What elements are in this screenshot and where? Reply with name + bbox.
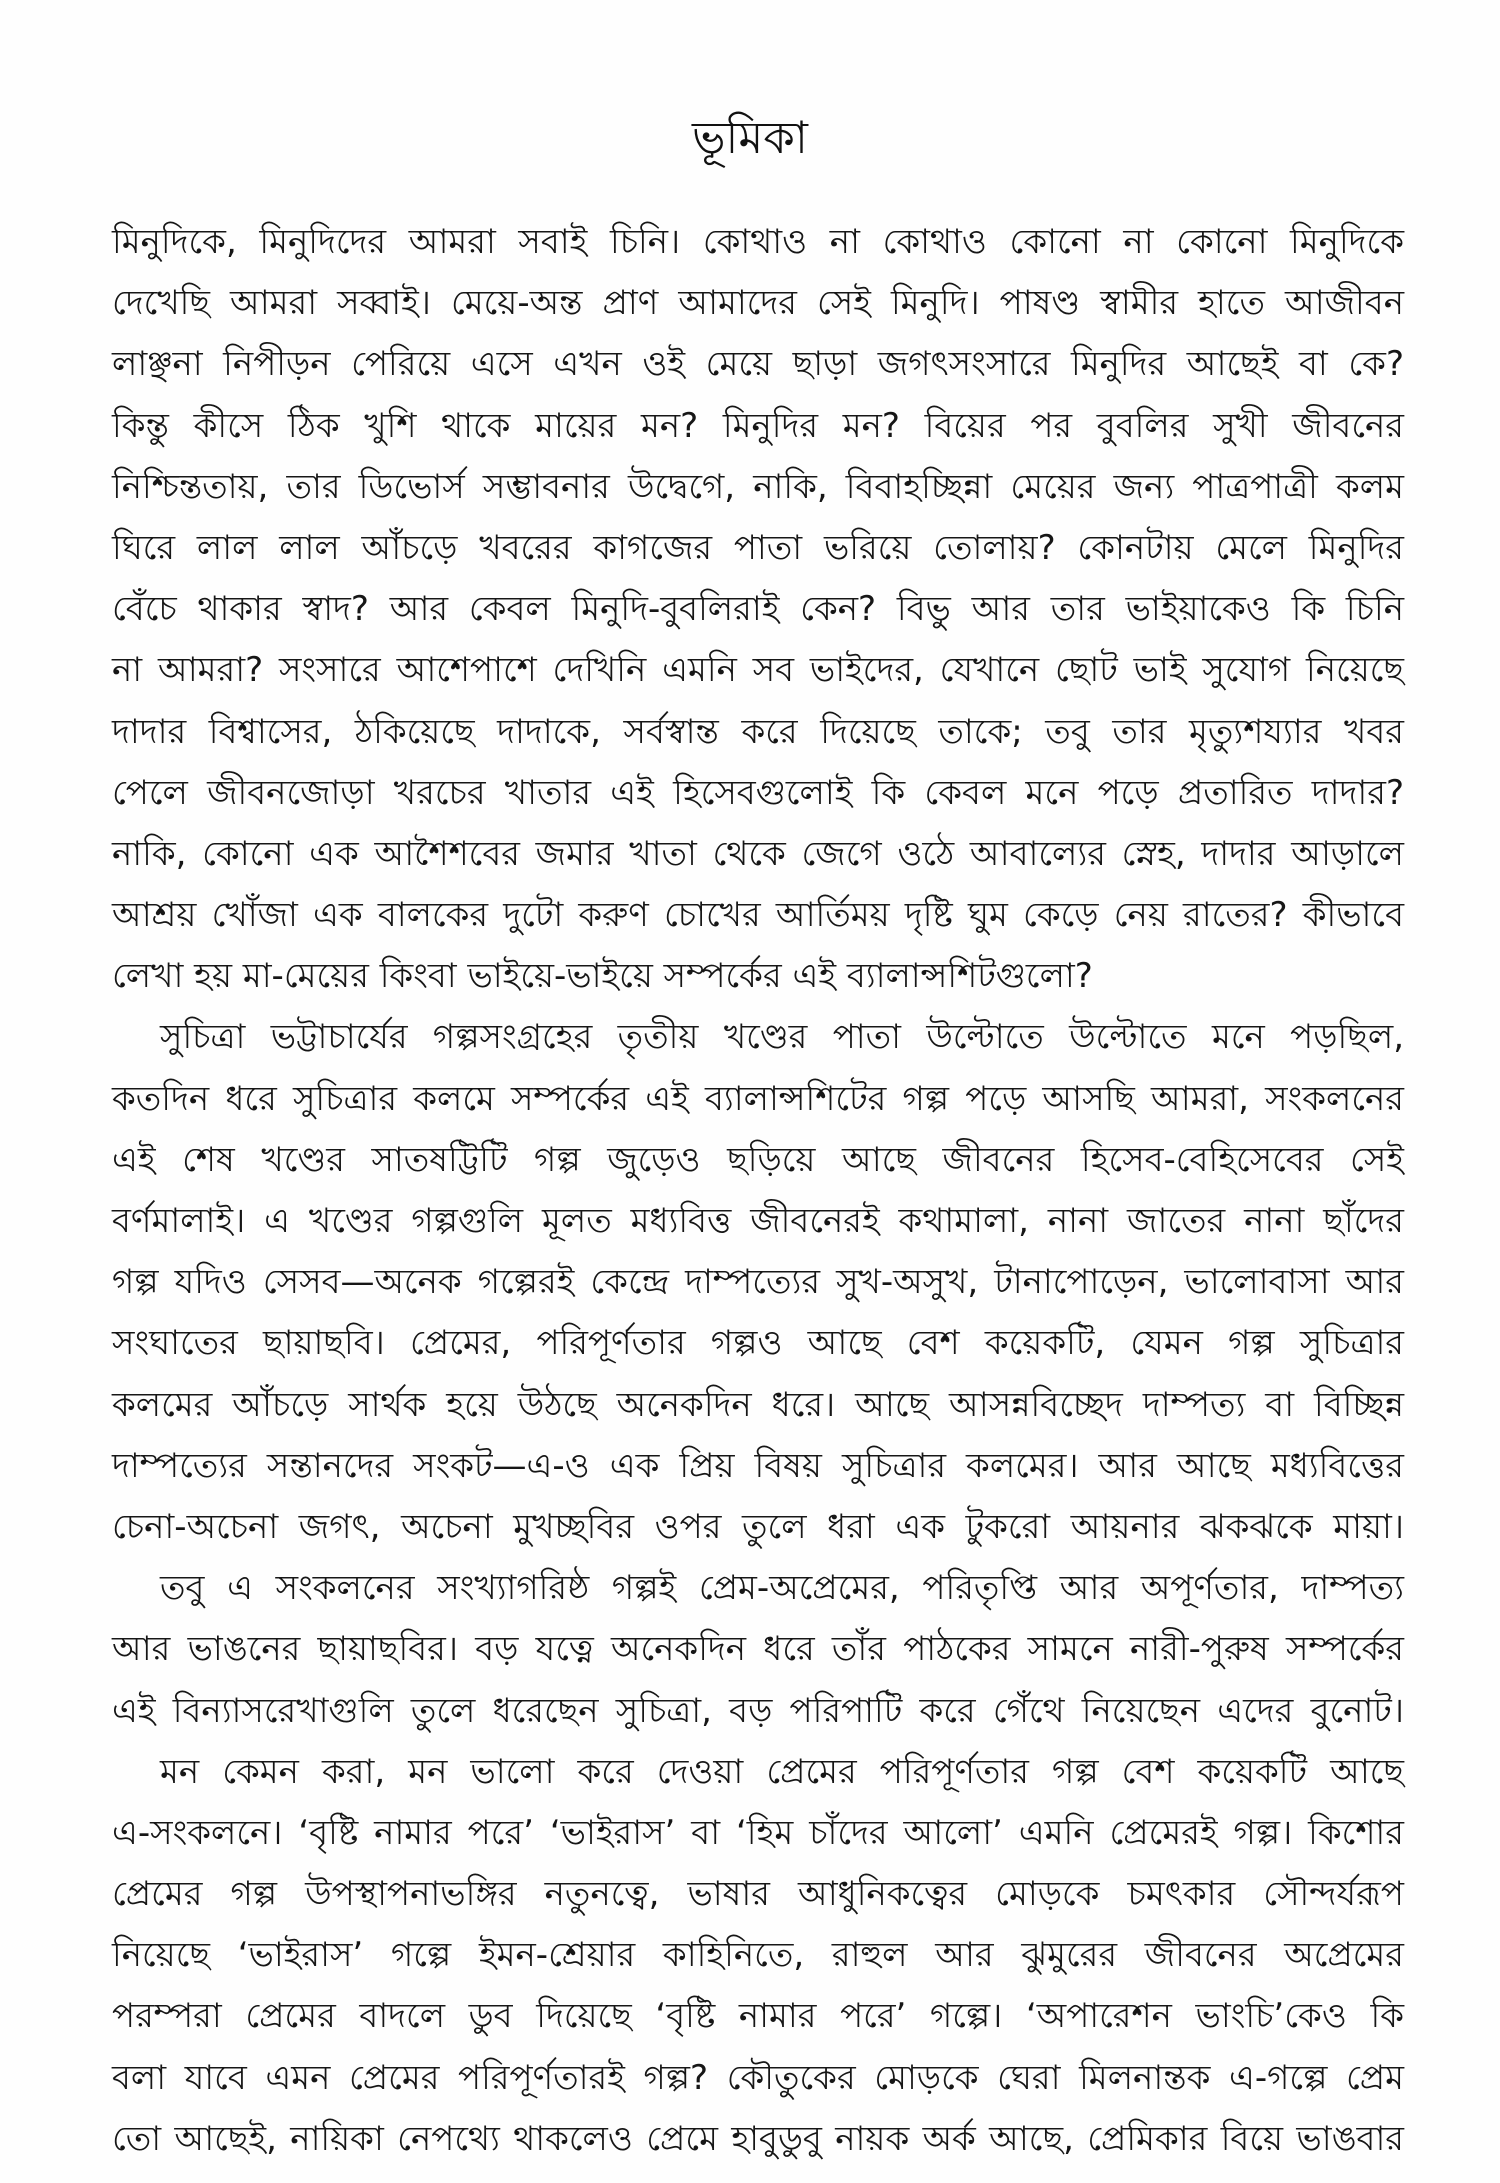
- text-line: তো আছেই, নায়িকা নেপথ্যে থাকলেও প্রেমে হাবুডুবু নায়ক অর্ক আছে, প্রেমিকার বিয়ে ভাঙবার: [112, 2118, 1404, 2159]
- text-line: আশ্রয় খোঁজা এক বালকের দুটো করুণ চোখের আর্তিময় দৃষ্টি ঘুম কেড়ে নেয় রাতের? কীভাবে: [112, 895, 1404, 936]
- text-line: চেনা-অচেনা জগৎ, অচেনা মুখচ্ছবির ওপর তুলে ধরা এক টুকরো আয়নার ঝকঝকে মায়া।: [112, 1506, 1404, 1547]
- text-line: বর্ণমালাই। এ খণ্ডের গল্পগুলি মূলত মধ্যবিত্ত জীবনেরই কথামালা, নানা জাতের নানা ছাঁদের: [112, 1201, 1404, 1241]
- text-line: তবু এ সংকলনের সংখ্যাগরিষ্ঠ গল্পই প্রেম-অপ্রেমের, পরিতৃপ্তি আর অপূর্ণতার, দাম্পত্য: [160, 1568, 1404, 1609]
- body-text: [112, 212, 1404, 2170]
- text-line: বেঁচে থাকার স্বাদ? আর কেবল মিনুদি-বুবলিরাই কেন? বিভু আর তার ভাইয়াকেও কি চিনি: [112, 589, 1404, 630]
- text-line: সংঘাতের ছায়াছবি। প্রেমের, পরিপূর্ণতার গল্পও আছে বেশ কয়েকটি, যেমন গল্প সুচিত্রার: [112, 1323, 1404, 1364]
- text-line: কতদিন ধরে সুচিত্রার কলমে সম্পর্কের এই ব্যালান্সশিটের গল্প পড়ে আসছি আমরা, সংকলনের: [112, 1078, 1404, 1119]
- text-line: নিশ্চিন্ততায়, তার ডিভোর্স সম্ভাবনার উদ্বেগে, নাকি, বিবাহচ্ছিন্না মেয়ের জন্য পাত্রপাত্রী কলম: [112, 466, 1404, 507]
- text-line: এই বিন্যাসরেখাগুলি তুলে ধরেছেন সুচিত্রা, বড় পরিপাটি করে গেঁথে নিয়েছেন এদের বুনোট।: [112, 1690, 1404, 1731]
- text-line: না আমরা? সংসারে আশেপাশে দেখিনি এমনি সব ভাইদের, যেখানে ছোট ভাই সুযোগ নিয়েছে: [112, 650, 1404, 691]
- text-line: পরম্পরা প্রেমের বাদলে ডুব দিয়েছে ‘বৃষ্টি নামার পরে’ গল্পে। ‘অপারেশন ভাংচি’কেও কি: [112, 1996, 1404, 2037]
- text-line: মিনুদিকে, মিনুদিদের আমরা সবাই চিনি। কোথাও না কোথাও কোনো না কোনো মিনুদিকে: [112, 222, 1404, 262]
- text-line: দাদার বিশ্বাসের, ঠকিয়েছে দাদাকে, সর্বস্বান্ত করে দিয়েছে তাকে; তবু তার মৃত্যুশয্যার খবর: [112, 711, 1404, 752]
- text-line: এই শেষ খণ্ডের সাতষট্টিটি গল্প জুড়েও ছড়িয়ে আছে জীবনের হিসেব-বেহিসেবের সেই: [112, 1139, 1404, 1180]
- text-line: কিন্তু কীসে ঠিক খুশি থাকে মায়ের মন? মিনুদির মন? বিয়ের পর বুবলির সুখী জীবনের: [112, 405, 1404, 446]
- text-line: মন কেমন করা, মন ভালো করে দেওয়া প্রেমের পরিপূর্ণতার গল্প বেশ কয়েকটি আছে: [160, 1751, 1404, 1792]
- text-line: পেলে জীবনজোড়া খরচের খাতার এই হিসেবগুলোই কি কেবল মনে পড়ে প্রতারিত দাদার?: [112, 772, 1404, 813]
- text-line: কলমের আঁচড়ে সার্থক হয়ে উঠছে অনেকদিন ধরে। আছে আসন্নবিচ্ছেদ দাম্পত্য বা বিচ্ছিন্ন: [112, 1384, 1404, 1425]
- text-line: গল্প যদিও সেসব—অনেক গল্পেরই কেন্দ্রে দাম্পত্যের সুখ-অসুখ, টানাপোড়েন, ভালোবাসা আর: [112, 1262, 1404, 1303]
- text-line: দাম্পত্যের সন্তানদের সংকট—এ-ও এক প্রিয় বিষয় সুচিত্রার কলমের। আর আছে মধ্যবিত্তের: [112, 1445, 1404, 1486]
- text-line: প্রেমের গল্প উপস্থাপনাভঙ্গির নতুনত্বে, ভাষার আধুনিকত্বের মোড়কে চমৎকার সৌন্দর্যরূপ: [112, 1874, 1404, 1915]
- text-line: এ-সংকলনে। ‘বৃষ্টি নামার পরে’ ‘ভাইরাস’ বা ‘হিম চাঁদের আলো’ এমনি প্রেমেরই গল্প। কিশোর: [112, 1812, 1404, 1853]
- text-line: সুচিত্রা ভট্টাচার্যের গল্পসংগ্রহের তৃতীয় খণ্ডের পাতা উল্টোতে উল্টোতে মনে পড়ছিল,: [160, 1017, 1404, 1058]
- text-line: দেখেছি আমরা সব্বাই। মেয়ে-অন্ত প্রাণ আমাদের সেই মিনুদি। পাষণ্ড স্বামীর হাতে আজীবন: [112, 283, 1404, 324]
- text-line: লাঞ্ছনা নিপীড়ন পেরিয়ে এসে এখন ওই মেয়ে ছাড়া জগৎসংসারে মিনুদির আছেই বা কে?: [112, 344, 1404, 385]
- text-line: বলা যাবে এমন প্রেমের পরিপূর্ণতারই গল্প? কৌতুকের মোড়কে ঘেরা মিলনান্তক এ-গল্পে প্রেম: [112, 2057, 1404, 2098]
- text-line: ঘিরে লাল লাল আঁচড়ে খবরের কাগজের পাতা ভরিয়ে তোলায়? কোনটায় মেলে মিনুদির: [112, 527, 1404, 568]
- text-line: লেখা হয় মা-মেয়ের কিংবা ভাইয়ে-ভাইয়ে সম্পর্কের এই ব্যালান্সশিটগুলো?: [112, 956, 1093, 997]
- text-line: নিয়েছে ‘ভাইরাস’ গল্পে ইমন-শ্রেয়ার কাহিনিতে, রাহুল আর ঝুমুরের জীবনের অপ্রেমের: [112, 1935, 1404, 1976]
- page-title: ভূমিকা: [692, 111, 808, 164]
- text-line: আর ভাঙনের ছায়াছবির। বড় যত্নে অনেকদিন ধরে তাঁর পাঠকের সামনে নারী-পুরুষ সম্পর্কের: [112, 1629, 1404, 1670]
- text-line: নাকি, কোনো এক আশৈশবের জমার খাতা থেকে জেগে ওঠে আবাল্যের স্নেহ, দাদার আড়ালে: [112, 833, 1404, 874]
